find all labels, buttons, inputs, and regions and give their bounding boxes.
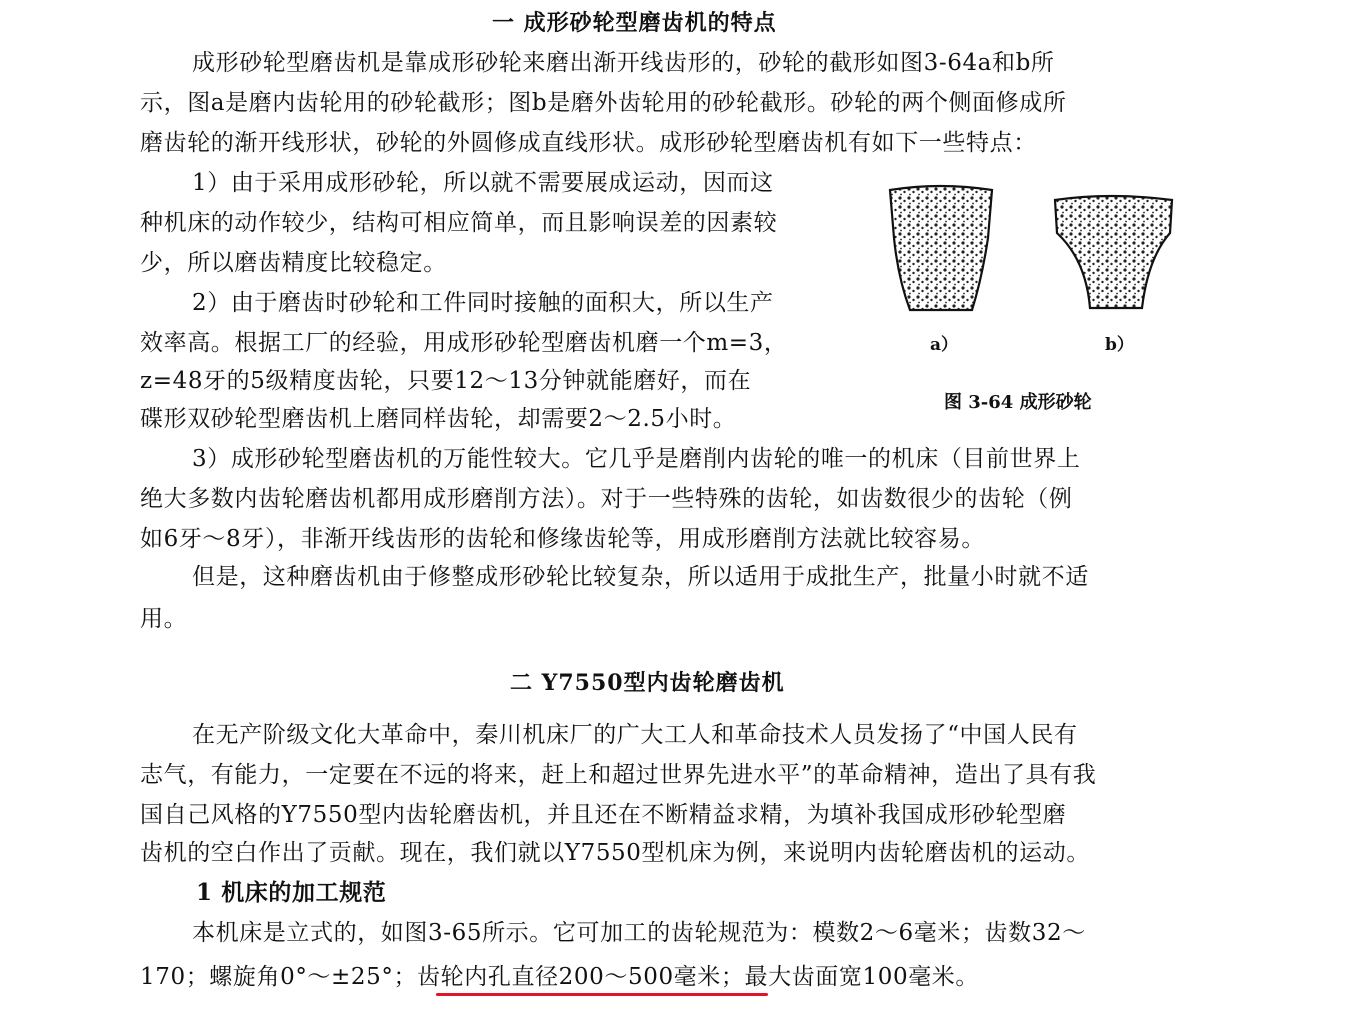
paragraph-line: 示，图a是磨内齿轮用的砂轮截形；图b是磨外齿轮用的砂轮截形。砂轮的两个侧面修成所 xyxy=(140,90,1067,116)
highlight-underline xyxy=(436,993,768,996)
figure-label-b: b） xyxy=(1105,335,1134,355)
spec-text: ；最大齿面宽100毫米。 xyxy=(720,964,979,990)
paragraph-line: 在无产阶级文化大革命中，秦川机床厂的广大工人和革命技术人员发扬了“中国人民有 xyxy=(192,722,1078,748)
point-1-line: 1）由于采用成形砂轮，所以就不需要展成运动，因而这 xyxy=(192,170,774,196)
point-3-line: 如6牙～8牙），非渐开线齿形的齿轮和修缘齿轮等，用成形磨削方法就比较容易。 xyxy=(140,526,985,552)
wheel-b-profile xyxy=(1055,196,1172,308)
paragraph-line: 国自己风格的Y7550型内齿轮磨齿机，并且还在不断精益求精，为填补我国成形砂轮型磨 xyxy=(140,802,1067,828)
conclusion-line: 但是，这种磨齿机由于修整成形砂轮比较复杂，所以适用于成批生产，批量小时就不适 xyxy=(192,564,1089,590)
figure-3-64 xyxy=(880,178,1190,338)
subheading: 1 机床的加工规范 xyxy=(196,879,387,906)
figure-caption: 图 3-64 成形砂轮 xyxy=(944,392,1092,413)
paragraph-line: 齿机的空白作出了贡献。现在，我们就以Y7550型机床为例，来说明内齿轮磨齿机的运动。 xyxy=(140,840,1090,866)
conclusion-line: 用。 xyxy=(140,606,188,632)
point-3-line: 3）成形砂轮型磨齿机的万能性较大。它几乎是磨削内齿轮的唯一的机床（目前世界上 xyxy=(192,446,1081,472)
point-1-line: 种机床的动作较少，结构可相应简单，而且影响误差的因素较 xyxy=(140,210,778,236)
point-3-line: 绝大多数内齿轮磨齿机都用成形磨削方法）。对于一些特殊的齿轮，如齿数很少的齿轮（例 xyxy=(140,486,1073,512)
wheel-a-profile xyxy=(890,186,992,310)
point-2-line: z=48牙的5级精度齿轮，只要12～13分钟就能磨好，而在 xyxy=(140,368,752,394)
point-2-line: 碟形双砂轮型磨齿机上磨同样齿轮，却需要2～2.5小时。 xyxy=(140,406,737,432)
paragraph-line: 磨齿轮的渐开线形状，砂轮的外圆修成直线形状。成形砂轮型磨齿机有如下一些特点： xyxy=(140,130,1037,156)
point-2-line: 效率高。根据工厂的经验，用成形砂轮型磨齿机磨一个m=3， xyxy=(140,330,788,356)
section-heading-2: 二 Y7550型内齿轮磨齿机 xyxy=(510,670,785,696)
section-heading-1: 一 成形砂轮型磨齿机的特点 xyxy=(492,10,777,36)
grinding-wheel-diagram xyxy=(880,178,1190,338)
highlighted-spec: 齿轮内孔直径200～500毫米 xyxy=(417,964,721,990)
point-1-line: 少，所以磨齿精度比较稳定。 xyxy=(140,250,447,276)
figure-label-a: a） xyxy=(930,335,959,355)
paragraph-line: 志气，有能力，一定要在不远的将来，赶上和超过世界先进水平”的革命精神，造出了具有我 xyxy=(140,762,1097,788)
paragraph-line: 成形砂轮型磨齿机是靠成形砂轮来磨出渐开线齿形的，砂轮的截形如图3-64a和b所 xyxy=(192,50,1055,76)
spec-text: 170；螺旋角0°～±25°； xyxy=(140,964,418,990)
spec-line-2 xyxy=(140,958,979,991)
spec-line: 本机床是立式的，如图3-65所示。它可加工的齿轮规范为：模数2～6毫米；齿数32～ xyxy=(192,920,1086,946)
point-2-line: 2）由于磨齿时砂轮和工件同时接触的面积大，所以生产 xyxy=(192,290,774,316)
